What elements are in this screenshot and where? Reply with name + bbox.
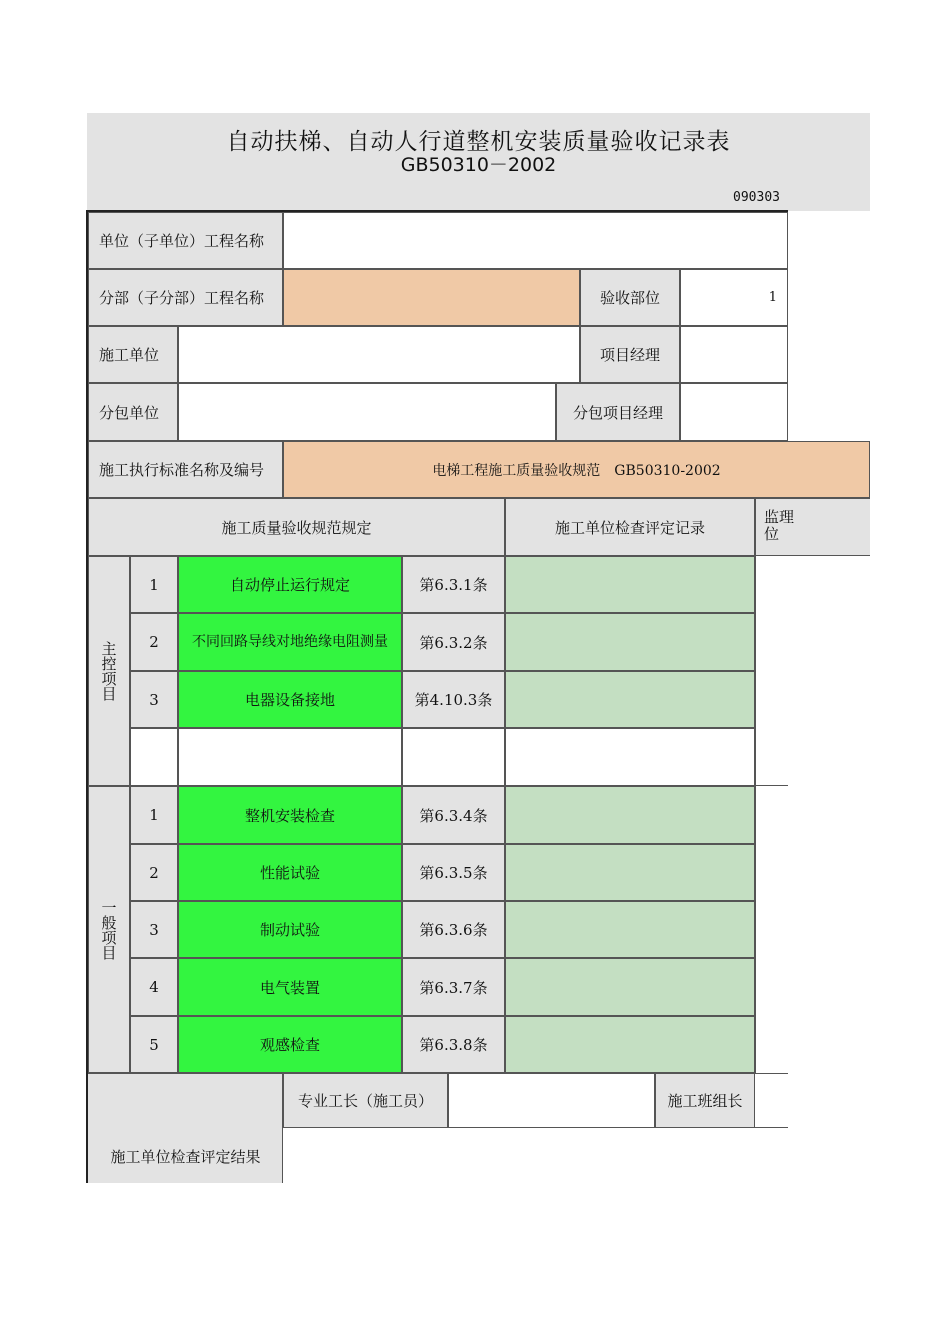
spec-header: 施工质量验收规范规定 — [88, 498, 505, 556]
main-item-clause: 第4.10.3条 — [402, 671, 505, 728]
general-group-label-text: 一般项目 — [99, 899, 118, 960]
supervision-header — [755, 498, 870, 556]
general-item-no: 4 — [130, 958, 178, 1016]
general-item-no: 2 — [130, 844, 178, 901]
standard-label: 施工执行标准名称及编号 — [88, 441, 283, 498]
contractor-label: 施工单位 — [88, 326, 178, 383]
empty-row-name — [178, 728, 402, 786]
main-item-name: 电器设备接地 — [178, 671, 402, 728]
general-item-record[interactable] — [505, 786, 755, 844]
result-label: 施工单位检查评定结果 — [110, 1148, 261, 1166]
foreman-field[interactable] — [448, 1073, 655, 1128]
main-group-label — [88, 556, 130, 786]
general-supervision-cell[interactable] — [755, 786, 788, 1073]
general-item-record[interactable] — [505, 1016, 755, 1073]
result-label-cell — [88, 1073, 283, 1183]
record-header: 施工单位检查评定记录 — [505, 498, 755, 556]
sub-pm-label: 分包项目经理 — [556, 383, 680, 441]
foreman-label: 专业工长（施工员） — [283, 1073, 448, 1128]
form-title: 自动扶梯、自动人行道整机安装质量验收记录表 — [226, 128, 731, 155]
general-item-clause: 第6.3.8条 — [402, 1016, 505, 1073]
main-item-clause: 第6.3.2条 — [402, 613, 505, 671]
general-item-no: 5 — [130, 1016, 178, 1073]
project-manager-field[interactable] — [680, 326, 788, 383]
main-item-clause: 第6.3.1条 — [402, 556, 505, 613]
project-manager-label: 项目经理 — [580, 326, 680, 383]
general-item-clause: 第6.3.4条 — [402, 786, 505, 844]
general-item-no: 3 — [130, 901, 178, 958]
empty-row-no — [130, 728, 178, 786]
supervision-header-text: 监理 位 — [764, 508, 795, 543]
general-item-record[interactable] — [505, 958, 755, 1016]
subcontractor-field[interactable] — [178, 383, 556, 441]
general-item-record[interactable] — [505, 844, 755, 901]
subcontractor-label: 分包单位 — [88, 383, 178, 441]
general-item-name: 观感检查 — [178, 1016, 402, 1073]
general-item-clause: 第6.3.6条 — [402, 901, 505, 958]
general-item-no: 1 — [130, 786, 178, 844]
form-standard: GB50310－2002 — [400, 153, 557, 176]
main-item-no: 2 — [130, 613, 178, 671]
unit-project-label: 单位（子单位）工程名称 — [88, 212, 283, 269]
main-item-name: 不同回路导线对地绝缘电阻测量 — [178, 613, 402, 671]
team-leader-field[interactable] — [755, 1073, 788, 1128]
empty-row-clause — [402, 728, 505, 786]
subproject-field[interactable] — [283, 269, 580, 326]
sub-pm-field[interactable] — [680, 383, 788, 441]
contractor-field[interactable] — [178, 326, 580, 383]
general-item-clause: 第6.3.7条 — [402, 958, 505, 1016]
result-field[interactable] — [283, 1128, 788, 1183]
general-item-name: 制动试验 — [178, 901, 402, 958]
team-leader-label: 施工班组长 — [655, 1073, 755, 1128]
form-code: 090303 — [733, 190, 780, 205]
main-group-label-text: 主控项目 — [99, 641, 118, 701]
main-item-record[interactable] — [505, 671, 755, 728]
main-item-no: 3 — [130, 671, 178, 728]
standard-field[interactable]: 电梯工程施工质量验收规范 GB50310-2002 — [283, 441, 870, 498]
inspection-part-field[interactable]: 1 — [680, 269, 788, 326]
main-item-no: 1 — [130, 556, 178, 613]
main-item-record[interactable] — [505, 556, 755, 613]
general-item-clause: 第6.3.5条 — [402, 844, 505, 901]
general-group-label — [88, 786, 130, 1073]
main-item-name: 自动停止运行规定 — [178, 556, 402, 613]
general-item-name: 整机安装检查 — [178, 786, 402, 844]
inspection-part-label: 验收部位 — [580, 269, 680, 326]
general-item-name: 电气装置 — [178, 958, 402, 1016]
subproject-label: 分部（子分部）工程名称 — [88, 269, 283, 326]
main-item-record[interactable] — [505, 613, 755, 671]
general-item-name: 性能试验 — [178, 844, 402, 901]
main-supervision-cell[interactable] — [755, 556, 788, 786]
empty-row-record[interactable] — [505, 728, 755, 786]
unit-project-field[interactable] — [283, 212, 788, 269]
general-item-record[interactable] — [505, 901, 755, 958]
